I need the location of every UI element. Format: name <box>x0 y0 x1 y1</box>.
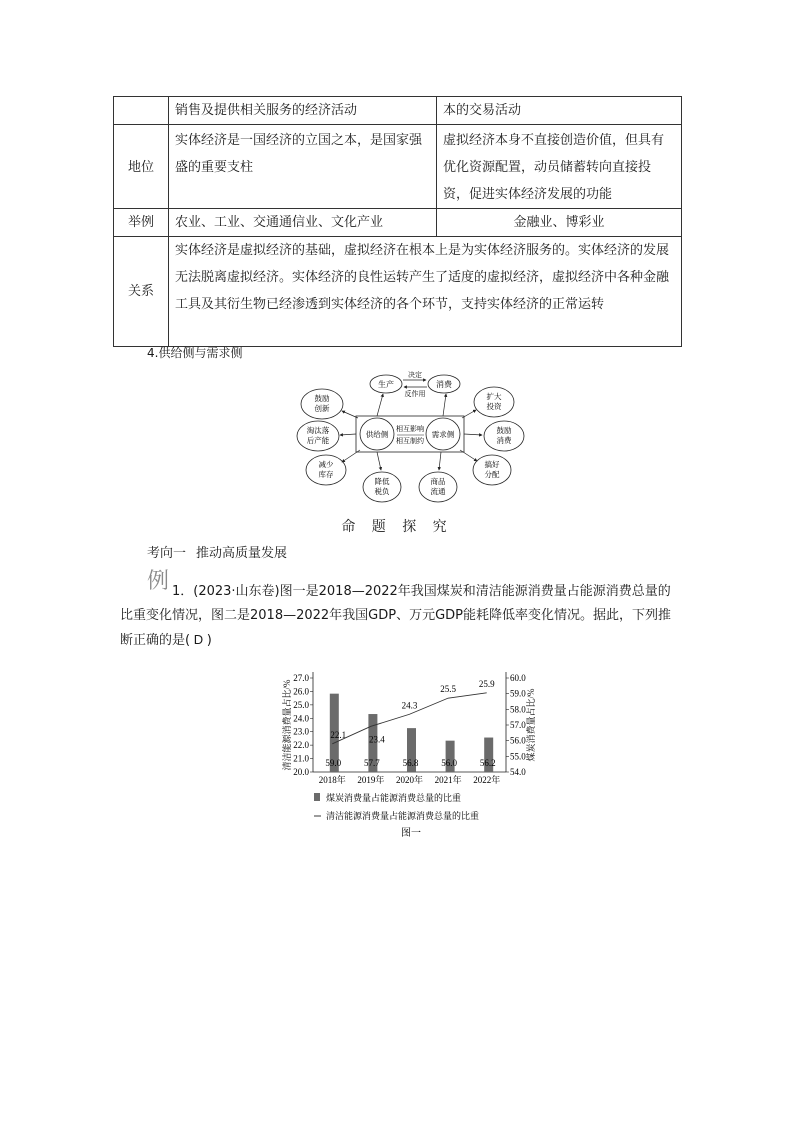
left-node-2 <box>297 421 339 451</box>
left-node-4 <box>363 472 401 502</box>
left-tick-label: 23.0 <box>293 726 309 737</box>
x-tick-label: 2020年 <box>395 775 424 785</box>
left-tick-label: 21.0 <box>293 753 309 764</box>
supply-demand-diagram <box>270 366 530 506</box>
table-row <box>114 209 682 237</box>
right-tick-label: 55.0 <box>510 751 526 762</box>
bar-value-label: 56.2 <box>479 758 496 768</box>
right-node-3-label-2: 分配 <box>484 470 500 479</box>
node-consumption-label: 消费 <box>436 380 452 389</box>
right-tick-label: 57.0 <box>510 720 526 730</box>
right-node-2-label: 鼓励 <box>496 426 512 435</box>
x-tick-label: 2019年 <box>357 775 385 785</box>
table-row <box>114 125 682 209</box>
right-node-2-label-2: 消费 <box>496 436 512 445</box>
line-value-label: 25.5 <box>440 684 456 695</box>
section-title: 4.供给侧与需求侧 <box>147 346 243 360</box>
left-node-3 <box>306 455 346 485</box>
right-node-3-label: 搞好 <box>484 460 500 469</box>
right-tick-label: 60.0 <box>510 673 526 683</box>
node-production-label: 生产 <box>378 380 394 389</box>
right-node-1 <box>474 387 514 417</box>
right-tick-label: 54.0 <box>510 767 526 777</box>
y-axis-left-title: 清洁能源消费量占比/% <box>282 679 292 771</box>
right-tick-label: 56.0 <box>510 735 526 746</box>
right-node-1-label-2: 投资 <box>486 402 502 411</box>
x-tick-label: 2022年 <box>473 775 501 785</box>
right-node-1-label: 扩大 <box>486 392 502 401</box>
row-head: 关系 <box>114 237 169 347</box>
topic-label: 考向一 <box>147 546 187 561</box>
left-node-3-label-2: 库存 <box>318 470 334 479</box>
topic-title: 推动高质量发展 <box>196 546 288 561</box>
chart-svg <box>270 658 540 843</box>
energy-chart <box>270 658 540 843</box>
topic-heading <box>147 542 287 561</box>
question-text <box>120 580 680 653</box>
left-tick-label: 22.0 <box>293 740 309 751</box>
table-cell: 实体经济是一国经济的立国之本，是国家强盛的重要支柱 <box>169 125 437 209</box>
chart-caption: 图一 <box>401 828 421 839</box>
left-node-1 <box>301 389 343 419</box>
example-mark: 例 <box>147 569 170 594</box>
left-node-4-label: 降低 <box>374 477 390 486</box>
table-cell: 金融业、博彩业 <box>437 209 682 237</box>
right-node-3 <box>473 455 511 485</box>
right-tick-label: 58.0 <box>510 704 526 715</box>
table-cell: 本的交易活动 <box>437 97 682 125</box>
y-axis-right-title: 煤炭消费量占比/% <box>526 688 536 762</box>
arrow-upper-label: 决定 <box>408 371 422 379</box>
table-cell: 虚拟经济本身不直接创造价值，但具有优化资源配置，动员储蓄转向直接投资，促进实体经济发展的功能 <box>437 125 682 209</box>
line-value-label: 25.9 <box>478 678 495 689</box>
table-row <box>114 97 682 125</box>
row-head: 地位 <box>114 125 169 209</box>
bar-value-label: 57.7 <box>364 758 380 768</box>
right-node-4 <box>419 472 457 502</box>
right-node-4-label: 商品 <box>430 477 446 486</box>
table-cell: 实体经济是虚拟经济的基础，虚拟经济在根本上是为实体经济服务的。实体经济的发展无法脱离虚拟经济。实体经济的良性运转产生了适度的虚拟经济，虚拟经济中各种金融工具及其衍生物已经渗透到实体经济的各个环节，支持实体经济的正常运转 <box>169 237 682 347</box>
left-tick-label: 26.0 <box>293 686 309 697</box>
demand-side-label: 需求侧 <box>431 430 455 439</box>
left-tick-label: 20.0 <box>293 767 309 777</box>
bar-value-label: 56.8 <box>402 758 419 768</box>
x-tick-label: 2018年 <box>318 775 346 785</box>
question-body: 1．(2023·山东卷)图一是2018—2022年我国煤炭和清洁能源消费量占能源消费总量的比重变化情况，图二是2018—2022年我国GDP、万元GDP能耗降低率变化情况。据此，下列推断正确的是( <box>120 584 672 648</box>
answer-letter: D <box>190 632 207 647</box>
left-tick-label: 24.0 <box>293 713 309 724</box>
right-node-4-label-2: 流通 <box>430 487 446 496</box>
table-cell: 销售及提供相关服务的经济活动 <box>169 97 437 125</box>
row-head <box>114 97 169 125</box>
left-node-2-label: 淘汰落 <box>306 426 330 435</box>
center-lower-label: 相互制约 <box>396 437 424 445</box>
row-head: 举例 <box>114 209 169 237</box>
right-node-2 <box>484 421 524 451</box>
line-value-label: 24.3 <box>401 700 418 711</box>
legend-bar-label: 煤炭消费量占能源消费总量的比重 <box>326 793 462 803</box>
left-node-1-label-2: 创新 <box>314 404 330 413</box>
bar-value-label: 59.0 <box>325 758 342 768</box>
line-value-label: 23.4 <box>369 734 385 745</box>
left-node-1-label: 鼓励 <box>314 394 330 403</box>
left-node-4-label-2: 税负 <box>374 487 390 496</box>
legend-line-label: 清洁能源消费量占能源消费总量的比重 <box>326 811 480 821</box>
arrow-lower-label: 反作用 <box>404 390 426 398</box>
center-upper-label: 相互影响 <box>396 425 424 433</box>
left-node-3-label: 减少 <box>318 460 334 469</box>
section-heading: 命 题 探 究 <box>341 519 453 535</box>
line-value-label: 22.1 <box>330 729 347 740</box>
supply-side-label: 供给侧 <box>365 430 389 439</box>
right-tick-label: 59.0 <box>510 688 526 699</box>
comparison-table <box>113 96 682 347</box>
legend-bar-swatch <box>314 793 320 801</box>
table-cell: 农业、工业、交通通信业、文化产业 <box>169 209 437 237</box>
left-node-2-label-2: 后产能 <box>306 436 330 445</box>
table-row <box>114 237 682 347</box>
question-close: ) <box>206 633 212 648</box>
bar-value-label: 56.0 <box>441 758 457 768</box>
left-tick-label: 27.0 <box>293 673 309 683</box>
x-tick-label: 2021年 <box>434 775 462 785</box>
left-tick-label: 25.0 <box>293 699 309 710</box>
